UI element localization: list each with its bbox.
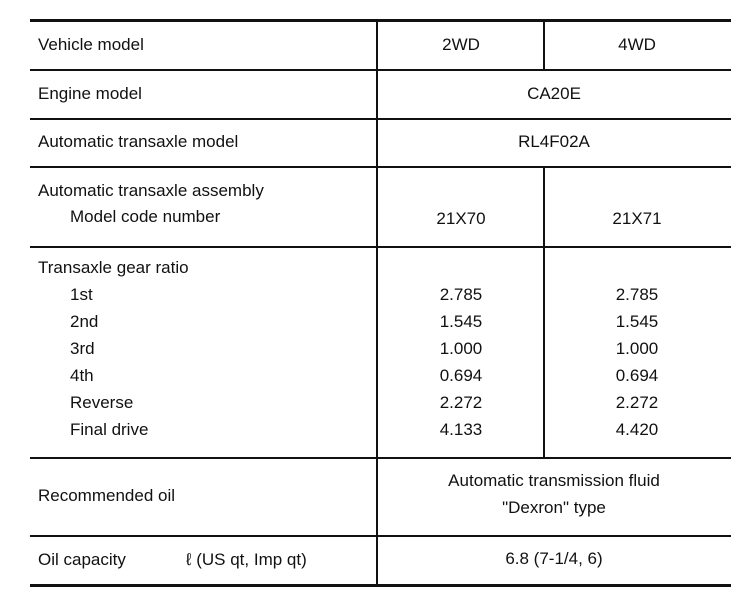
transaxle-model-label: Automatic transaxle model xyxy=(38,132,239,151)
gear-name: 2nd xyxy=(70,312,99,331)
col-4wd-header: 4WD xyxy=(618,35,656,54)
gear-name: 1st xyxy=(70,285,93,304)
oil-capacity-label: Oil capacity xyxy=(38,550,126,569)
gear-name: Reverse xyxy=(70,393,134,412)
row-divider xyxy=(30,166,731,168)
gear-ratio-2wd: 2.785 xyxy=(439,285,483,304)
gear-name: Final drive xyxy=(70,420,149,439)
gear-ratio-2wd: 0.694 xyxy=(439,366,483,385)
transaxle-model-value: RL4F02A xyxy=(518,132,590,151)
table-top-rule xyxy=(30,19,731,22)
gear-ratio-4wd: 2.272 xyxy=(615,393,659,412)
gear-name: 4th xyxy=(70,366,94,385)
oil-capacity-unit: ℓ (US qt, Imp qt) xyxy=(186,550,307,569)
gear-ratio-4wd: 2.785 xyxy=(615,285,659,304)
gear-ratio-4wd: 4.420 xyxy=(615,420,659,439)
gear-ratio-4wd: 1.545 xyxy=(615,312,659,331)
recommended-oil-line1: Automatic transmission fluid xyxy=(448,471,660,490)
row-divider xyxy=(30,457,731,459)
gear-ratio-2wd: 2.272 xyxy=(439,393,483,412)
model-code-4wd: 21X71 xyxy=(612,209,662,228)
assembly-label: Automatic transaxle assembly xyxy=(38,181,264,200)
row-divider xyxy=(30,246,731,248)
gear-ratio-2wd: 4.133 xyxy=(439,420,483,439)
model-code-2wd: 21X70 xyxy=(436,209,486,228)
vehicle-model-label: Vehicle model xyxy=(38,35,144,54)
engine-model-value: CA20E xyxy=(527,84,581,103)
oil-capacity-value: 6.8 (7-1/4, 6) xyxy=(505,549,603,568)
row-divider xyxy=(30,69,731,71)
gear-name: 3rd xyxy=(70,339,95,358)
gear-ratio-4wd: 0.694 xyxy=(615,366,659,385)
model-code-label: Model code number xyxy=(70,207,221,226)
gear-ratio-2wd: 1.000 xyxy=(439,339,483,358)
gear-ratio-2wd: 1.545 xyxy=(439,312,483,331)
gear-ratio-4wd: 1.000 xyxy=(615,339,659,358)
recommended-oil-label: Recommended oil xyxy=(38,486,176,505)
table-bottom-rule xyxy=(30,584,731,587)
row-divider xyxy=(30,118,731,120)
row-divider xyxy=(30,535,731,537)
engine-model-label: Engine model xyxy=(38,84,142,103)
col-2wd-header: 2WD xyxy=(442,35,480,54)
gear-ratio-label: Transaxle gear ratio xyxy=(38,258,189,277)
recommended-oil-line2: "Dexron" type xyxy=(502,498,606,517)
